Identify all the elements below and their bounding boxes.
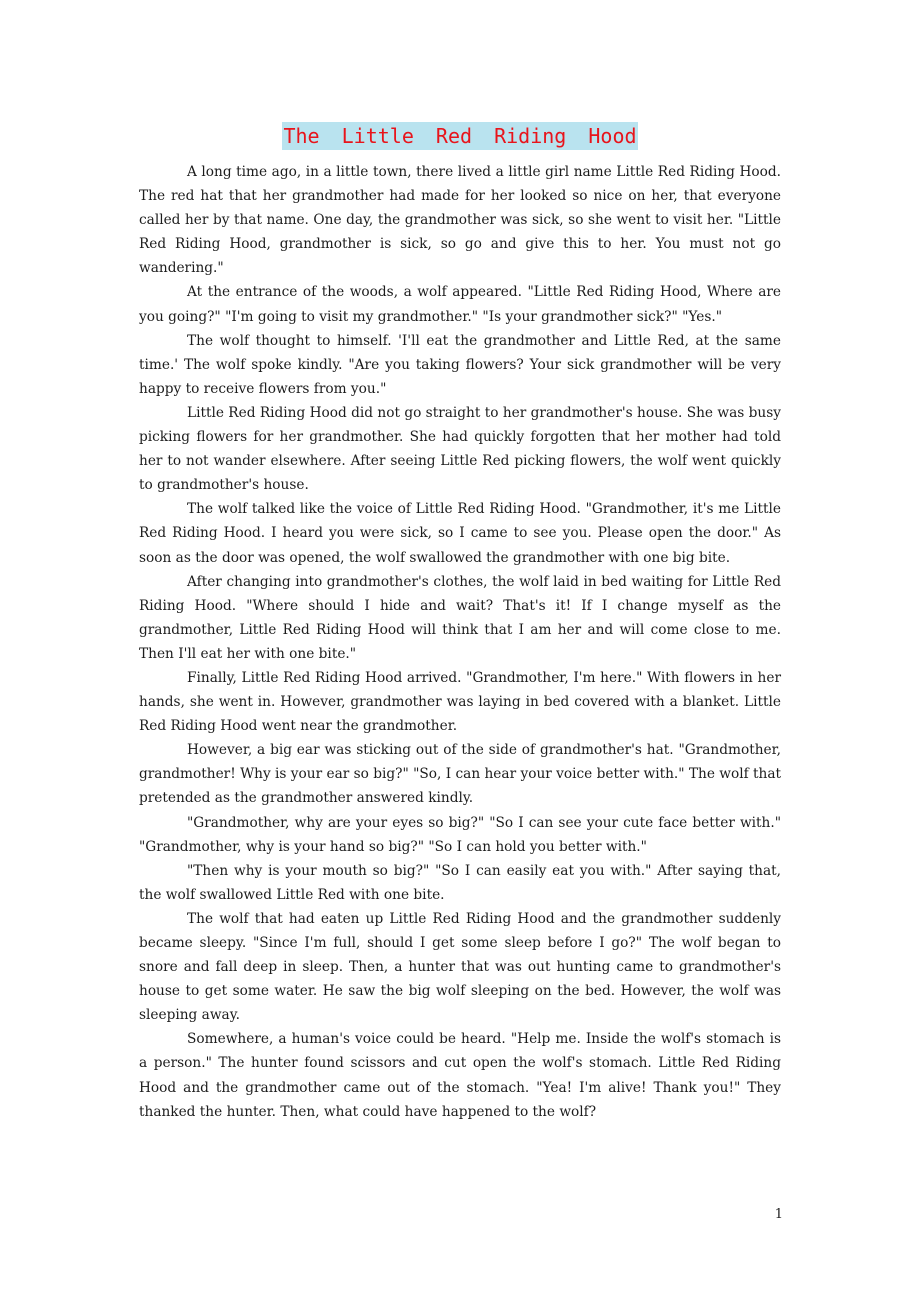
paragraph: At the entrance of the woods, a wolf appeared. "Little Red Riding Hood, Where are you going?" "I'm going to visit my grandmother." "Is your grandmother sick?" "Yes." [139, 284, 781, 325]
paragraph: However, a big ear was sticking out of the side of grandmother's hat. "Grandmother, grandmother! Why is your ear so big?" "So, I can hear your voice better with." The wolf that pretended as the grandmother answered kindly. [139, 742, 782, 807]
page-title: The Little Red Riding Hood [283, 124, 637, 148]
paragraph: Somewhere, a human's voice could be heard. "Help me. Inside the wolf's stomach is a person." The hunter found scissors and cut open the wolf's stomach. Little Red Riding Hood and the grandmother came out of the stomach. "Yea! I'm alive! Thank you!" They thanked the hunter. Then, what could have happened to the wolf? [139, 1031, 781, 1120]
paragraph: Finally, Little Red Riding Hood arrived. "Grandmother, I'm here." With flowers in her hands, she went in. However, grandmother was laying in bed covered with a blanket. Little Red Riding Hood went near the grandmother. [139, 669, 781, 735]
paragraph: Little Red Riding Hood did not go straight to her grandmother's house. She was busy picking flowers for her grandmother. She had quickly forgotten that her mother had told her to not wander elsewhere. After seeing Little Red picking flowers, the wolf went quickly to grandmother's house. [139, 404, 781, 494]
paragraph: "Grandmother, why are your eyes so big?" "So I can see your cute face better with." "Grandmother, why is your hand so big?" "So I can hold you better with." [139, 814, 781, 855]
page-number: 1 [774, 1207, 783, 1222]
paragraph: "Then why is your mouth so big?" "So I can easily eat you with." After saying that, the wolf swallowed Little Red with one bite. [139, 862, 781, 903]
story-body [139, 160, 781, 1124]
title-container [0, 122, 920, 150]
paragraph: The wolf that had eaten up Little Red Riding Hood and the grandmother suddenly became sleepy. "Since I'm full, should I get some sleep before I go?" The wolf began to snore and fall deep in sleep. Then, a hunter that was out hunting came to grandmother's house to get some water. He saw the big wolf sleeping on the bed. However, the wolf was sleeping away. [139, 910, 781, 1024]
paragraph: A long time ago, in a little town, there lived a little girl name Little Red Riding Hood. The red hat that her grandmother had made for her looked so nice on her, that everyone called her by that name. One day, the grandmother was sick, so she went to visit her. "Little Red Riding Hood, grandmother is sick, so go and give this to her. You must not go wandering." [139, 164, 781, 277]
paragraph: The wolf talked like the voice of Little Red Riding Hood. "Grandmother, it's me Little Red Riding Hood. I heard you were sick, so I came to see you. Please open the door." As soon as the door was opened, the wolf swallowed the grandmother with one big bite. [139, 501, 781, 566]
paragraph: After changing into grandmother's clothes, the wolf laid in bed waiting for Little Red Riding Hood. "Where should I hide and wait? That's it! If I change myself as the grandmother, Little Red Riding Hood will think that I am her and will come close to me. Then I'll eat her with one bite." [139, 573, 781, 662]
paragraph: The wolf thought to himself. 'I'll eat the grandmother and Little Red, at the same time.' The wolf spoke kindly. "Are you taking flowers? Your sick grandmother will be very happy to receive flowers from you." [139, 332, 781, 397]
